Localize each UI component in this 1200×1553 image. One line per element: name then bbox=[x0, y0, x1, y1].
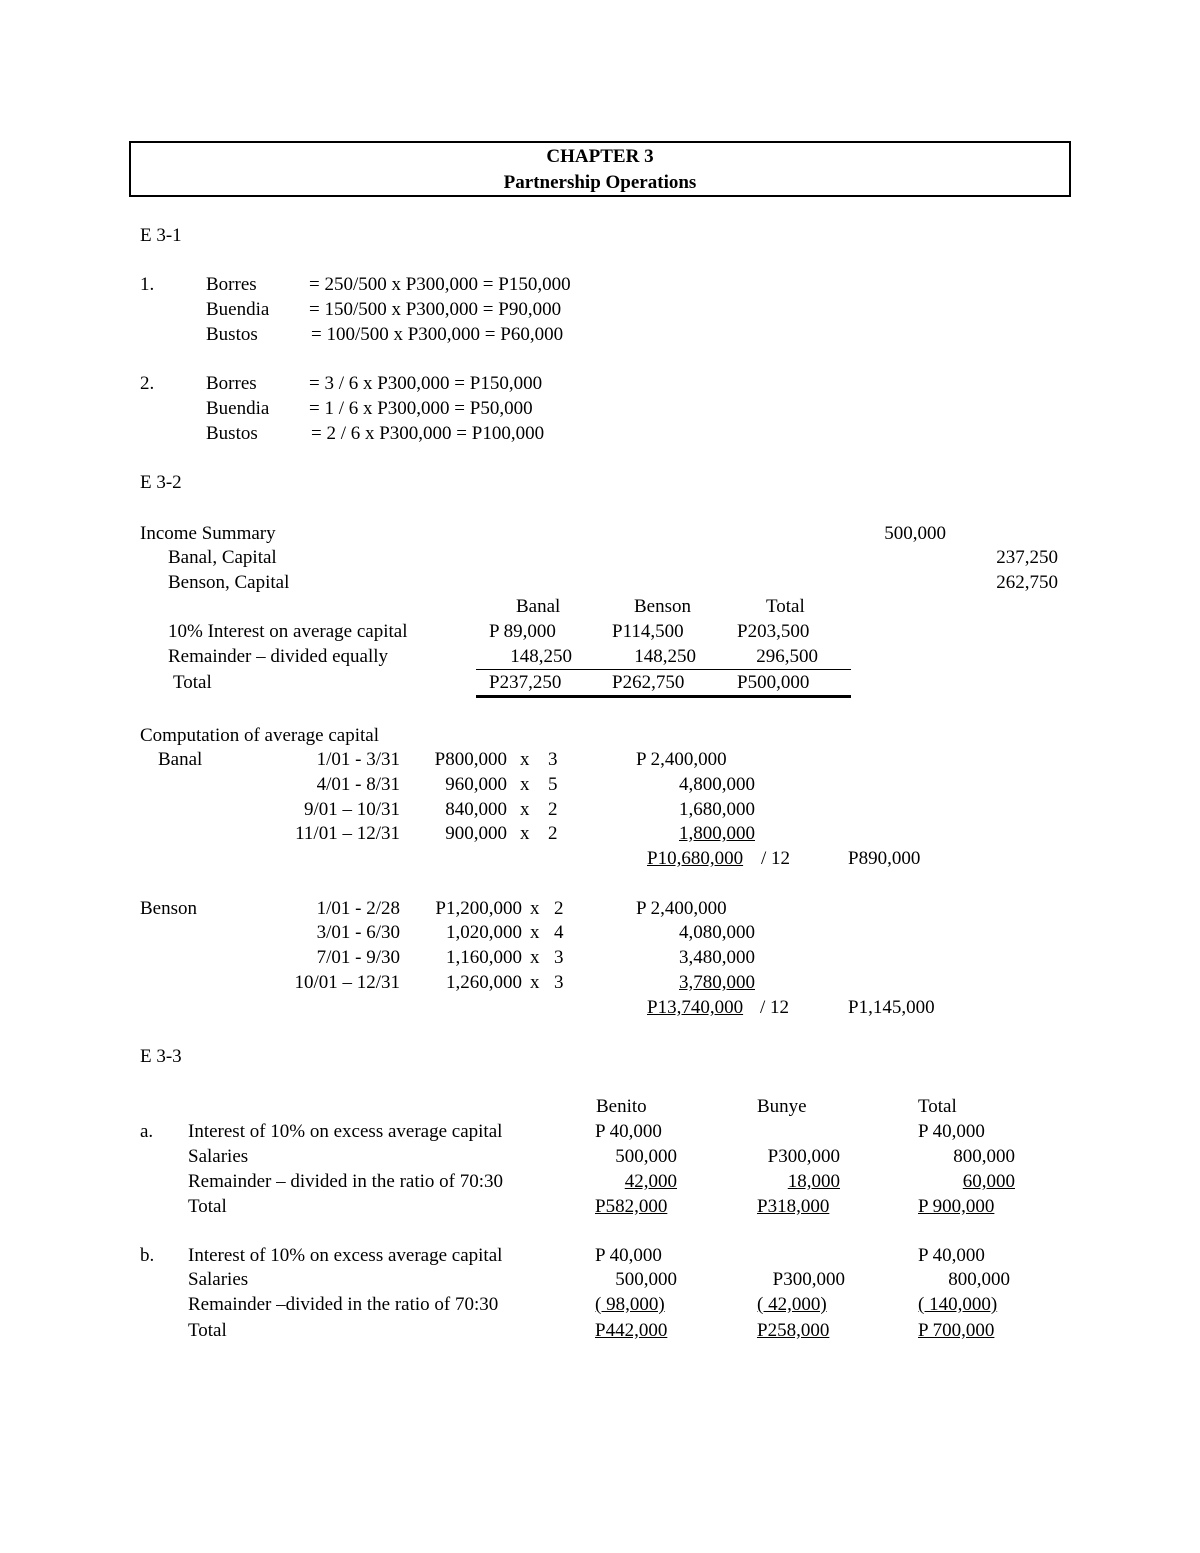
journal-credit-account: Banal, Capital bbox=[168, 547, 277, 568]
e31-q1-formula: = 100/500 x P300,000 = P60,000 bbox=[311, 324, 564, 345]
table-cell: P237,250 bbox=[489, 672, 562, 693]
e33-header-bunye: Bunye bbox=[757, 1096, 807, 1117]
e33-row-label: Total bbox=[188, 1196, 227, 1217]
e31-q1-formula: = 150/500 x P300,000 = P90,000 bbox=[309, 299, 562, 320]
e33-cell-total: ( 140,000) bbox=[918, 1294, 998, 1315]
benson-sum: P13,740,000 bbox=[647, 997, 744, 1018]
e33-part-b-letter: b. bbox=[140, 1245, 155, 1266]
banal-months: 2 bbox=[548, 823, 558, 844]
benson-capital: 1,020,000 bbox=[446, 922, 522, 943]
total-double-rule bbox=[476, 695, 851, 698]
e33-cell-benito: P442,000 bbox=[595, 1320, 668, 1341]
journal-credit-account: Benson, Capital bbox=[168, 572, 290, 593]
banal-product: 4,800,000 bbox=[679, 774, 755, 795]
benson-period: 7/01 - 9/30 bbox=[316, 947, 400, 968]
section-e31-label: E 3-1 bbox=[140, 225, 182, 246]
benson-product: P 2,400,000 bbox=[636, 898, 727, 919]
e31-q2-formula: = 3 / 6 x P300,000 = P150,000 bbox=[309, 373, 543, 394]
banal-product: 1,680,000 bbox=[679, 799, 755, 820]
benson-label: Benson bbox=[140, 898, 197, 919]
banal-product: 1,800,000 bbox=[679, 823, 755, 844]
e31-q2-number: 2. bbox=[140, 373, 155, 394]
table-row-label: Total bbox=[173, 672, 212, 693]
section-e32-label: E 3-2 bbox=[140, 472, 182, 493]
benson-period: 1/01 - 2/28 bbox=[316, 898, 400, 919]
e33-cell-bunye: ( 42,000) bbox=[757, 1294, 827, 1315]
e31-q2-name: Bustos bbox=[206, 423, 258, 444]
table-cell: 148,250 bbox=[634, 646, 696, 667]
e33-header-total: Total bbox=[918, 1096, 957, 1117]
table-cell: 296,500 bbox=[756, 646, 818, 667]
banal-period: 1/01 - 3/31 bbox=[316, 749, 400, 770]
e31-q2-formula: = 1 / 6 x P300,000 = P50,000 bbox=[309, 398, 533, 419]
table-header-benson: Benson bbox=[634, 596, 691, 617]
banal-product: P 2,400,000 bbox=[636, 749, 727, 770]
benson-product: 4,080,000 bbox=[679, 922, 755, 943]
chapter-subtitle: Partnership Operations bbox=[503, 172, 697, 193]
benson-product: 3,480,000 bbox=[679, 947, 755, 968]
e33-cell-bunye: P258,000 bbox=[757, 1320, 830, 1341]
banal-times: x bbox=[520, 774, 530, 795]
e33-part-a-letter: a. bbox=[140, 1121, 154, 1142]
e33-cell-benito: 42,000 bbox=[624, 1171, 677, 1192]
e33-cell-benito: P 40,000 bbox=[595, 1121, 662, 1142]
e33-cell-benito: 500,000 bbox=[615, 1146, 677, 1167]
banal-times: x bbox=[520, 799, 530, 820]
e33-row-label: Remainder –divided in the ratio of 70:30 bbox=[188, 1294, 499, 1315]
e31-q1-name: Bustos bbox=[206, 324, 258, 345]
e31-q2-name: Buendia bbox=[206, 398, 270, 419]
e33-cell-bunye: P300,000 bbox=[772, 1269, 845, 1290]
e31-q1-name: Borres bbox=[206, 274, 257, 295]
banal-capital: 840,000 bbox=[445, 799, 507, 820]
banal-times: x bbox=[520, 749, 530, 770]
table-cell: P114,500 bbox=[612, 621, 684, 642]
e33-cell-total: P 40,000 bbox=[918, 1245, 985, 1266]
banal-capital: P800,000 bbox=[434, 749, 507, 770]
banal-label: Banal bbox=[158, 749, 203, 770]
benson-period: 10/01 – 12/31 bbox=[294, 972, 400, 993]
benson-capital: 1,260,000 bbox=[446, 972, 522, 993]
section-e33-label: E 3-3 bbox=[140, 1046, 182, 1067]
e31-q1-formula: = 250/500 x P300,000 = P150,000 bbox=[309, 274, 571, 295]
banal-times: x bbox=[520, 823, 530, 844]
table-cell: P500,000 bbox=[737, 672, 810, 693]
table-cell: P262,750 bbox=[612, 672, 685, 693]
benson-times: x bbox=[530, 947, 540, 968]
banal-period: 4/01 - 8/31 bbox=[316, 774, 400, 795]
banal-sum: P10,680,000 bbox=[647, 848, 744, 869]
journal-credit-amount: 237,250 bbox=[996, 547, 1058, 568]
banal-period: 9/01 – 10/31 bbox=[303, 799, 400, 820]
e33-cell-bunye: 18,000 bbox=[787, 1171, 840, 1192]
e33-cell-total: 800,000 bbox=[948, 1269, 1010, 1290]
e33-cell-bunye: P300,000 bbox=[767, 1146, 840, 1167]
benson-product: 3,780,000 bbox=[679, 972, 755, 993]
benson-months: 3 bbox=[554, 972, 564, 993]
e31-q1-number: 1. bbox=[140, 274, 155, 295]
table-row-label: 10% Interest on average capital bbox=[168, 621, 408, 642]
e33-cell-benito: P 40,000 bbox=[595, 1245, 662, 1266]
e33-cell-bunye: P318,000 bbox=[757, 1196, 830, 1217]
e33-cell-benito: 500,000 bbox=[615, 1269, 677, 1290]
e33-row-label: Remainder – divided in the ratio of 70:30 bbox=[188, 1171, 504, 1192]
banal-months: 5 bbox=[548, 774, 558, 795]
benson-months: 3 bbox=[554, 947, 564, 968]
banal-period: 11/01 – 12/31 bbox=[295, 823, 400, 844]
benson-capital: 1,160,000 bbox=[446, 947, 522, 968]
banal-capital: 900,000 bbox=[445, 823, 507, 844]
table-header-total: Total bbox=[766, 596, 805, 617]
e33-cell-total: 60,000 bbox=[962, 1171, 1015, 1192]
e31-q1-name: Buendia bbox=[206, 299, 270, 320]
e33-cell-benito: ( 98,000) bbox=[595, 1294, 665, 1315]
e31-q2-formula: = 2 / 6 x P300,000 = P100,000 bbox=[311, 423, 545, 444]
journal-debit-amount: 500,000 bbox=[884, 523, 946, 544]
journal-credit-amount: 262,750 bbox=[996, 572, 1058, 593]
benson-average-capital: P1,145,000 bbox=[848, 997, 935, 1018]
e33-header-benito: Benito bbox=[596, 1096, 647, 1117]
table-cell: 148,250 bbox=[510, 646, 572, 667]
benson-times: x bbox=[530, 972, 540, 993]
table-cell: P 89,000 bbox=[489, 621, 556, 642]
table-cell: P203,500 bbox=[737, 621, 810, 642]
banal-average-capital: P890,000 bbox=[848, 848, 921, 869]
banal-divisor: / 12 bbox=[761, 848, 791, 869]
banal-capital: 960,000 bbox=[445, 774, 507, 795]
benson-months: 2 bbox=[554, 898, 564, 919]
chapter-title: CHAPTER 3 bbox=[546, 146, 654, 167]
benson-months: 4 bbox=[554, 922, 564, 943]
banal-months: 2 bbox=[548, 799, 558, 820]
benson-times: x bbox=[530, 922, 540, 943]
e33-cell-total: P 900,000 bbox=[918, 1196, 995, 1217]
table-header-banal: Banal bbox=[516, 596, 561, 617]
table-row-label: Remainder – divided equally bbox=[168, 646, 389, 667]
benson-capital: P1,200,000 bbox=[435, 898, 522, 919]
e33-row-label: Salaries bbox=[188, 1269, 249, 1290]
e33-cell-total: P 40,000 bbox=[918, 1121, 985, 1142]
journal-debit-account: Income Summary bbox=[140, 523, 276, 544]
e33-cell-benito: P582,000 bbox=[595, 1196, 668, 1217]
e33-row-label: Interest of 10% on excess average capital bbox=[188, 1245, 503, 1266]
e33-row-label: Interest of 10% on excess average capital bbox=[188, 1121, 503, 1142]
e33-cell-total: P 700,000 bbox=[918, 1320, 995, 1341]
e33-cell-total: 800,000 bbox=[953, 1146, 1015, 1167]
e33-row-label: Total bbox=[188, 1320, 227, 1341]
benson-divisor: / 12 bbox=[760, 997, 790, 1018]
benson-times: x bbox=[530, 898, 540, 919]
e31-q2-name: Borres bbox=[206, 373, 257, 394]
subtotal-rule bbox=[476, 669, 851, 670]
benson-period: 3/01 - 6/30 bbox=[316, 922, 400, 943]
banal-months: 3 bbox=[548, 749, 558, 770]
avg-capital-title: Computation of average capital bbox=[140, 725, 379, 746]
e33-row-label: Salaries bbox=[188, 1146, 249, 1167]
